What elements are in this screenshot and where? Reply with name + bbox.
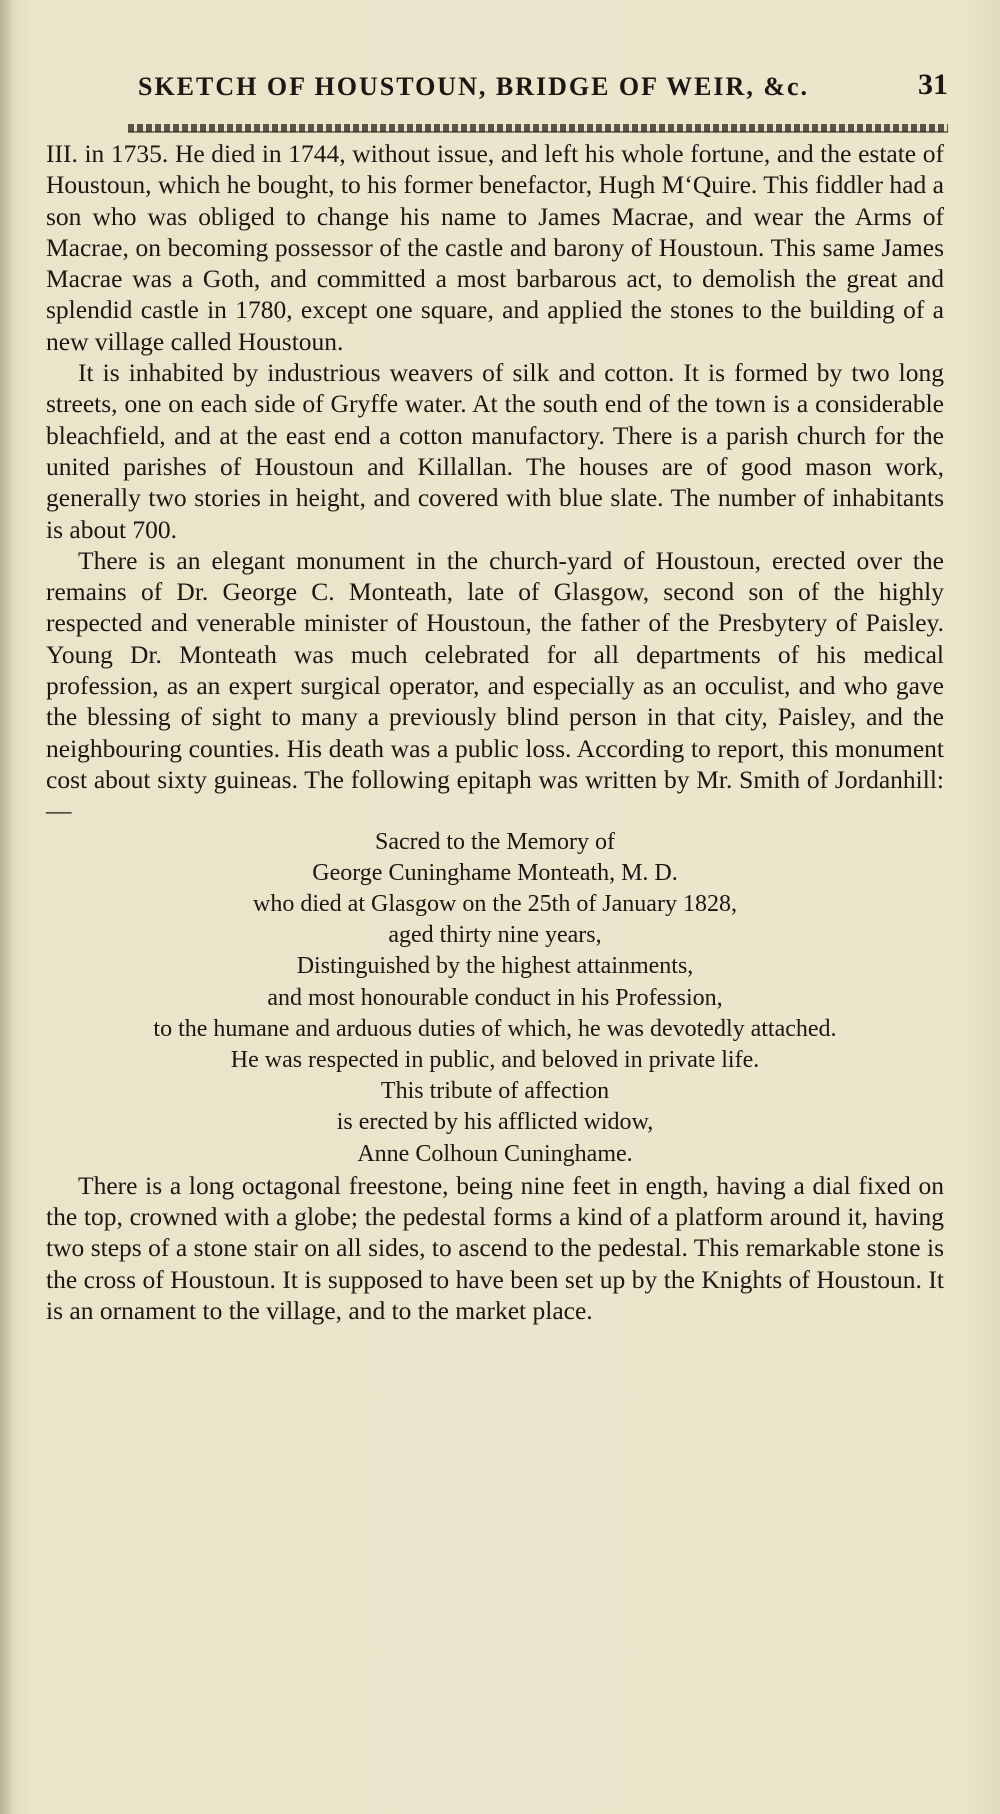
header-rule [128, 131, 948, 133]
paragraph-3: There is an elegant monument in the church-yard of Houstoun, erected over the remains of Dr. George C. Monteath, late of Glasgow, second son of the highly respected and venerable minister of Houstoun, the father of the Presbytery of Paisley. Young Dr. Monteath was much celebrated for all departments of his medical profession, as an expert surgical operator, and especially as an occulist, and who gave the blessing of sight to many a previously blind person in that city, Paisley, and the neighbouring counties. His death was a public loss. According to report, this monument cost about sixty guineas. The following epitaph was written by Mr. Smith of Jordanhill:— [46, 545, 944, 826]
epitaph-line: aged thirty nine years, [388, 922, 602, 949]
epitaph-line: who died at Glasgow on the 25th of January 1828, [253, 890, 737, 917]
epitaph-line: George Cuninghame Monteath, M. D. [312, 859, 678, 886]
epitaph-line: Sacred to the Memory of [375, 828, 615, 855]
page-gutter-edge [0, 0, 12, 1814]
paragraph-1: III. in 1735. He died in 1744, without issue, and left his whole fortune, and the estate of Houstoun, which he bought, to his former benefactor, Hugh M‘Quire. This fiddler had a son who was obliged to change his name to James Macrae, and wear the Arms of Macrae, on becoming possessor of the castle and barony of Houstoun. This same James Macrae was a Goth, and committed a most barbarous act, to demolish the great and splendid castle in 1780, except one square, and applied the stones to the building of a new village called Houstoun. [46, 139, 944, 356]
epitaph-line: Distinguished by the highest attainments, [296, 953, 694, 980]
epitaph [46, 827, 944, 1170]
epitaph-line: and most honourable conduct in his Profession, [267, 984, 723, 1011]
paragraph-2: It is inhabited by industrious weavers of silk and cotton. It is formed by two long streets, one on each side of Gryffe water. At the south end of the town is a considerable bleachfield, and at the east end a cotton manufactory. There is a parish church for the united parishes of Houstoun and Killallan. The houses are of good mason work, generally two stories in height, and covered with blue slate. The number of inhabitants is about 700. [46, 358, 944, 544]
body-text [46, 138, 944, 1326]
epitaph-line: He was respected in public, and beloved in private life. [230, 1046, 760, 1073]
paragraph-4: There is a long octagonal freestone, being nine feet in ength, having a dial fixed on the top, crowned with a globe; the pedestal forms a kind of a platform around it, having two steps of a stone stair on all sides, to ascend to the pedestal. This remarkable stone is the cross of Houstoun. It is supposed to have been set up by the Knights of Houstoun. It is an ornament to the village, and to the market place. [46, 1170, 944, 1325]
epitaph-line: Anne Colhoun Cuninghame. [357, 1140, 633, 1167]
epitaph-line: is erected by his afflicted widow, [336, 1109, 654, 1136]
page-header [132, 68, 948, 108]
page-number: 31 [918, 68, 948, 101]
running-head: SKETCH OF HOUSTOUN, BRIDGE OF WEIR, &c. [138, 72, 810, 101]
epitaph-line: This tribute of affection [380, 1078, 610, 1105]
epitaph-line: to the humane and arduous duties of which, he was devotedly attached. [153, 1015, 837, 1042]
